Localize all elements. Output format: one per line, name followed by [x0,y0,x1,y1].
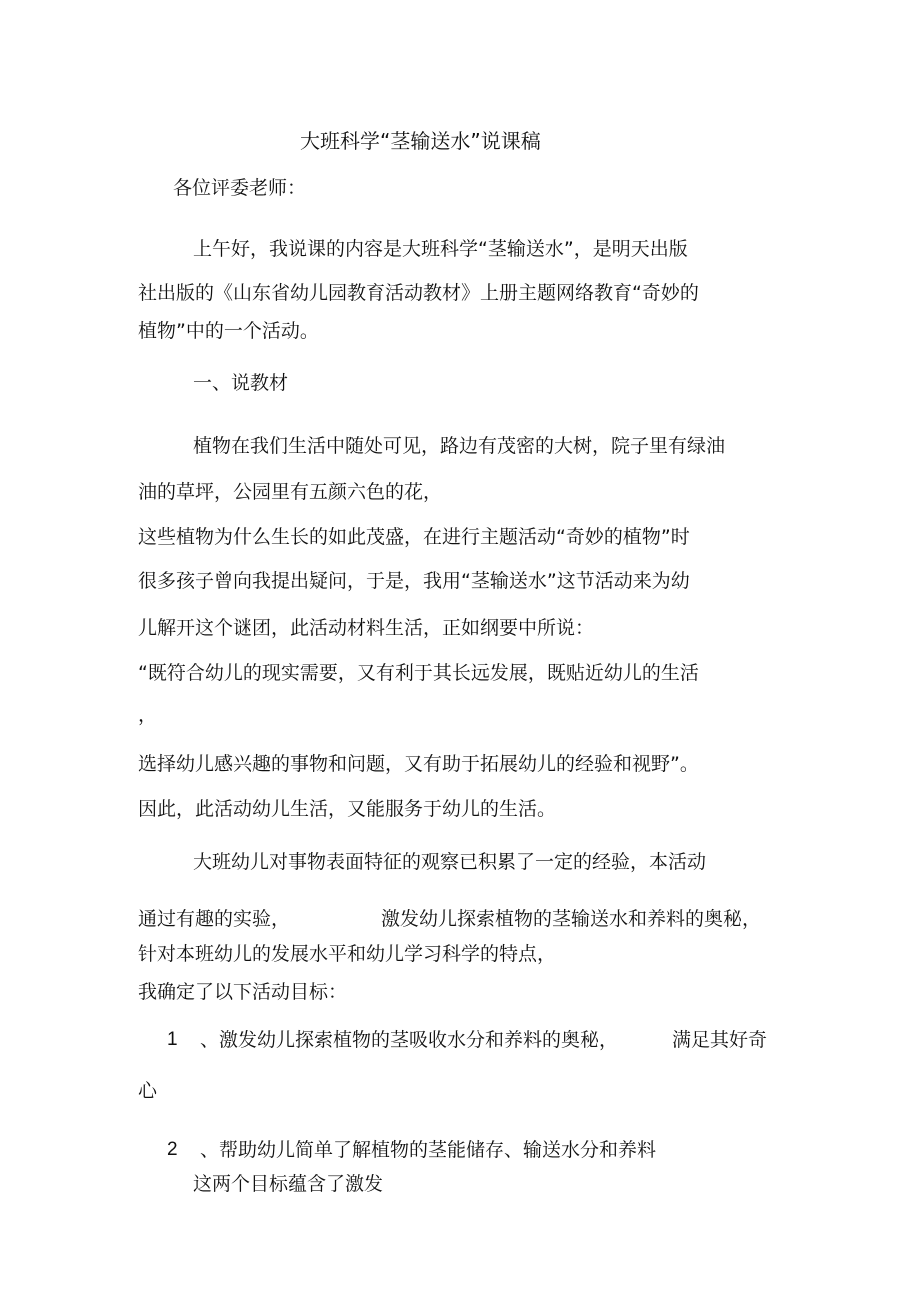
para2-line-2: 油的草坪，公园里有五颜六色的花， [138,481,443,503]
para3-line-1: 大班幼儿对事物表面特征的观察已积累了一定的经验，本活动 [193,851,707,873]
intro-line-1: 上午好，我说课的内容是大班科学“茎输送水”，是明天出版 [193,238,688,260]
para2-line-4: 很多孩子曾向我提出疑问，于是，我用“茎输送水”这节活动来为幼 [138,570,690,592]
section-heading: 一、说教材 [193,372,289,394]
para2-line-1: 植物在我们生活中随处可见，路边有茂密的大树，院子里有绿油 [193,435,726,457]
para3-line-2-left: 通过有趣的实验， [138,908,291,930]
goal-2-number: 2 [167,1139,178,1160]
intro-line-2: 社出版的《山东省幼儿园教育活动教材》上册主题网络教育“奇妙的 [138,282,699,304]
para2-line-7: ， [138,704,158,726]
closing-line: 这两个目标蕴含了激发 [193,1173,384,1195]
goal-1-continuation: 心 [138,1080,158,1102]
intro-line-3: 植物”中的一个活动。 [138,320,319,342]
para3-line-3: 针对本班幼儿的发展水平和幼儿学习科学的特点， [138,943,557,965]
para2-line-9: 因此，此活动幼儿生活，又能服务于幼儿的生活。 [138,798,557,820]
para3-line-2-right: 激发幼儿探索植物的茎输送水和养料的奥秘， [381,908,762,930]
greeting: 各位评委老师： [173,177,307,199]
para2-line-8: 选择幼儿感兴趣的事物和问题，又有助于拓展幼儿的经验和视野”。 [138,753,699,775]
document-title: 大班科学“茎输送水”说课稿 [300,129,541,153]
para2-line-5: 儿解开这个谜团，此活动材料生活，正如纲要中所说： [138,617,595,639]
para2-line-6: “既符合幼儿的现实需要，又有利于其长远发展，既贴近幼儿的生活 [138,662,699,684]
para3-line-4: 我确定了以下活动目标： [138,981,348,1003]
goal-1-text-tail: 满足其好奇 [672,1029,768,1051]
goal-2-text: 、帮助幼儿简单了解植物的茎能储存、输送水分和养料 [200,1139,657,1161]
goal-1-number: 1 [167,1029,178,1050]
para2-line-3: 这些植物为什么生长的如此茂盛，在进行主题活动“奇妙的植物”时 [138,526,690,548]
goal-1-text: 、激发幼儿探索植物的茎吸收水分和养料的奥秘， [200,1029,619,1051]
